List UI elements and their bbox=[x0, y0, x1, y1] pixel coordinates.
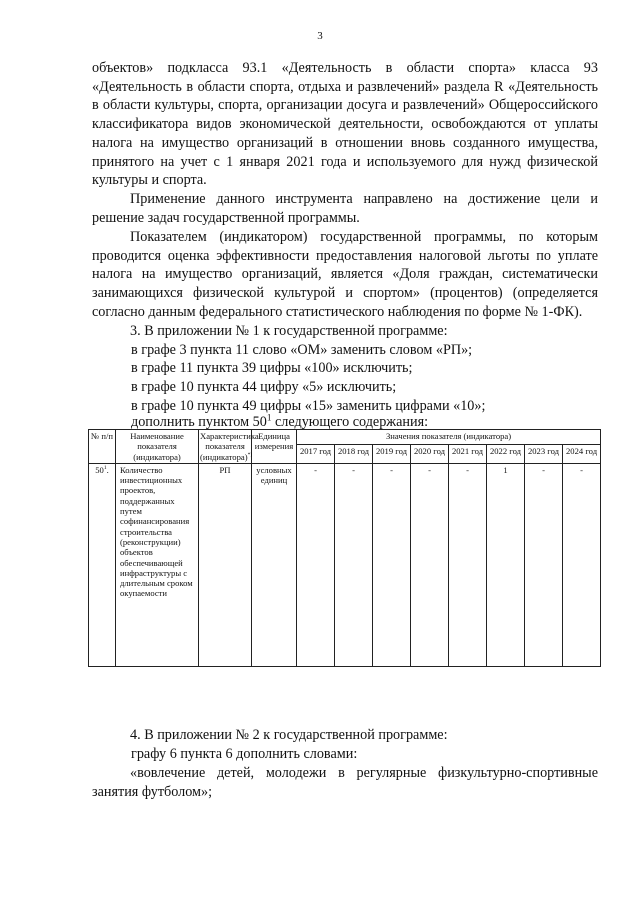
row-number-dot: . bbox=[106, 464, 109, 475]
amendment-line-4: в графе 10 пункта 49 цифры «15» заменить цифрами «10»; bbox=[131, 398, 486, 414]
header-year: 2021 год bbox=[449, 445, 487, 464]
item-superscript: 1 bbox=[266, 412, 272, 423]
paragraph-appendix-2: 4. В приложении № 2 к государственной программе: bbox=[130, 727, 448, 743]
paragraph-indicator: Показателем (индикатором) государственной программы, по которым проводится оценка эффективности предоставления налоговой льготы по уплате налога на имущество организаций, является «Доля граждан, систематически занимающихся физической культурой и спортом» (процентов) (определяется согласно данным федерального статистического наблюдения по форме № 1-ФК). bbox=[92, 229, 598, 320]
indicators-table bbox=[88, 429, 601, 667]
page-number: 3 bbox=[317, 30, 323, 42]
paragraph-football: «вовлечение детей, молодежи в регулярные физкультурно-спортивные занятия футболом»; bbox=[92, 765, 598, 800]
row-indicator-name: Количество инвестиционных проектов, поддержанных путем софинансирования строительства (реконструкции) объектов обеспечивающей инфраструктуры с длительным сроком окупаемости bbox=[116, 463, 199, 666]
row-value: - bbox=[563, 463, 601, 666]
amendment-line-6: графу 6 пункта 6 дополнить словами: bbox=[131, 746, 358, 762]
header-year: 2020 год bbox=[411, 445, 449, 464]
row-number bbox=[89, 463, 116, 666]
paragraph-okved-continuation: объектов» подкласса 93.1 «Деятельность в области спорта» класса 93 «Деятельность в области спорта, отдыха и развлечений» раздела R «Деятельность в области культуры, спорта, организации досуга и развлечений» Общероссийского классификатора видов экономической деятельности, освобождаются от уплаты налога на имущество организаций в отношении вновь созданного имущества, принятого на учет с 1 января 2021 года и используемого для нужд физической культуры и спорта. bbox=[92, 60, 598, 189]
paragraph-appendix-1: 3. В приложении № 1 к государственной программе: bbox=[130, 323, 448, 339]
paragraph-instrument-purpose: Применение данного инструмента направлено на достижение цели и решение задач государственной программы. bbox=[92, 191, 598, 226]
header-year: 2022 год bbox=[487, 445, 525, 464]
amendment-line-5-tail: следующего содержания: bbox=[271, 414, 429, 430]
row-number-text: 50 bbox=[95, 464, 104, 475]
amendment-line-1: в графе 3 пункта 11 слово «ОМ» заменить словом «РП»; bbox=[131, 342, 473, 358]
header-unit: Единица измерения bbox=[252, 430, 297, 464]
header-values-group: Значения показателя (индикатора) bbox=[297, 430, 601, 445]
row-number-superscript: 1 bbox=[103, 465, 107, 472]
row-value: - bbox=[411, 463, 449, 666]
header-indicator-name: Наименование показателя (индикатора) bbox=[116, 430, 199, 464]
amendment-line-2: в графе 11 пункта 39 цифры «100» исключить; bbox=[131, 360, 413, 376]
table-header-row bbox=[89, 430, 601, 445]
header-year: 2019 год bbox=[373, 445, 411, 464]
header-year: 2017 год bbox=[297, 445, 335, 464]
amendment-line-3: в графе 10 пункта 44 цифру «5» исключить; bbox=[131, 379, 397, 395]
header-number: № п/п bbox=[89, 430, 116, 464]
row-value: - bbox=[335, 463, 373, 666]
header-characteristic-text: Характеристика показателя (индикатора) bbox=[200, 431, 259, 462]
row-value: - bbox=[297, 463, 335, 666]
row-value: - bbox=[449, 463, 487, 666]
row-characteristic: РП bbox=[199, 463, 252, 666]
header-characteristic bbox=[199, 430, 259, 464]
table-row bbox=[89, 463, 601, 666]
amendment-line-5-text: дополнить пунктом 50 bbox=[131, 414, 267, 430]
header-year: 2018 год bbox=[335, 445, 373, 464]
header-characteristic-footnote: *) bbox=[247, 451, 253, 458]
header-year: 2023 год bbox=[525, 445, 563, 464]
row-unit: условных единиц bbox=[252, 463, 297, 666]
row-value: - bbox=[525, 463, 563, 666]
row-value: - bbox=[373, 463, 411, 666]
row-value: 1 bbox=[487, 463, 525, 666]
header-year: 2024 год bbox=[563, 445, 601, 464]
